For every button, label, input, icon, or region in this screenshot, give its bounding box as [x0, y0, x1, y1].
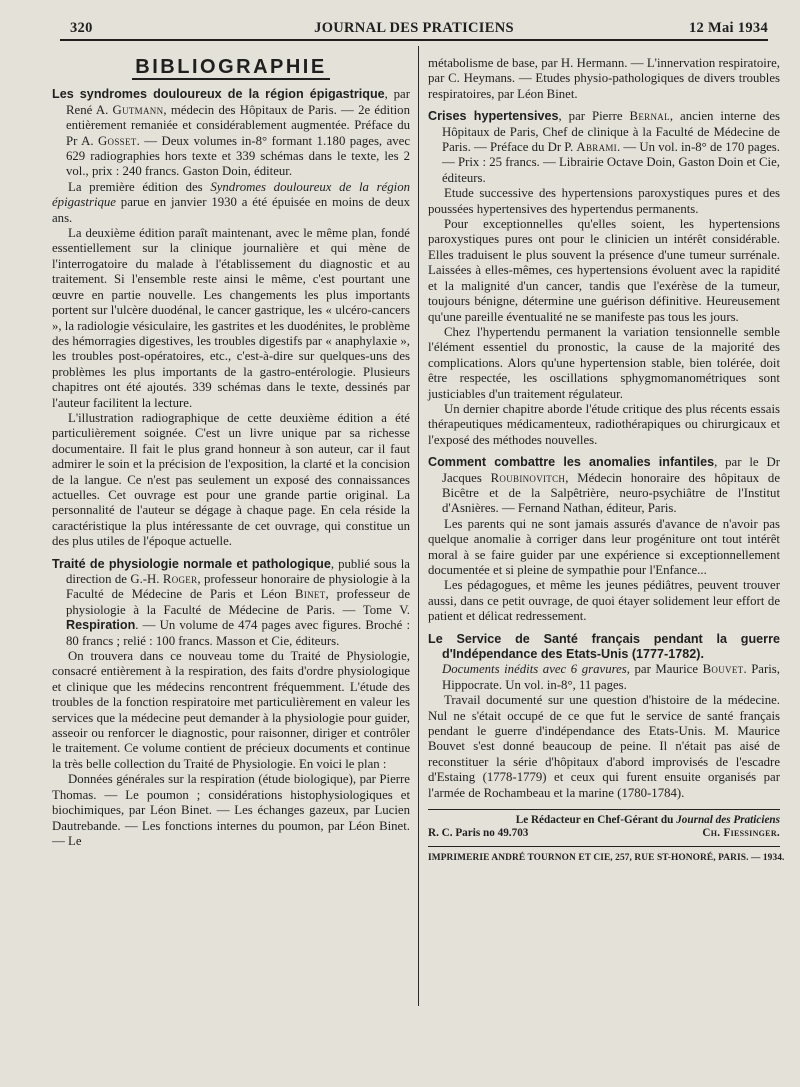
footer-rule [428, 809, 780, 810]
review-entry-traite-physiologie [52, 557, 410, 850]
journal-title: JOURNAL DES PRATICIENS [314, 20, 514, 36]
entry-reference: Traité de physiologie normale et pathologique, publié sous la direction de G.-H. Roger, professeur honoraire de physiologie à la Faculté de Médecine de Paris et Léon Binet, professeur de physiologie à la Faculté de Médecine de Paris. — Tome V. Respiration. — Un volume de 474 pages avec figures. Broché : 80 francs ; relié : 100 francs. Masson et Cie, éditeurs. [52, 556, 410, 648]
paragraph: Les pédagogues, et même les jeunes pédiâtres, peuvent trouver aussi, dans ce petit ouvrage, de quoi étayer solidement leur effort de patient et délicat redressement. [428, 578, 780, 624]
continued-text: métabolisme de base, par H. Hermann. — L'innervation respiratoire, par C. Heymans. — Etudes physio-pathologiques de divers troubles respiratoires, par Léon Binet. [428, 56, 780, 101]
editor-line: Le Rédacteur en Chef-Gérant du Journal des Praticiens [515, 814, 780, 827]
left-column [52, 56, 410, 849]
paragraph: La première édition des Syndromes douloureux de la région épigastrique parue en janvier 1930 a été épuisée en moins de deux ans. [52, 179, 410, 225]
paragraph: La deuxième édition paraît maintenant, avec le même plan, fondé essentiellement sur la clinique journalière et qui mène de l'interrogatoire du malade à l'établissement du diagnostic et au traitement. Si l'ensemble reste ainsi le même, c'est pourtant une œuvre en partie nouvelle. Les changements les plus importants portent sur l'ulcère duodénal, le cancer gastrique, les « ulcéro-cancers », la radiologie vésiculaire, les gastrites et les duodénites, le problème des hémorragies digestives, les troubles digestifs par « anaphylaxie », les troubles post-opératoires, etc., c'est-à-dire sur quelques-uns des problèmes les plus importants de la gastro-entérologie. Plusieurs chapitres ont été ajoutés. 339 schémas dans le texte, dessinés par l'auteur facilitent la lecture. [52, 226, 410, 410]
issue-date: 12 Mai 1934 [688, 20, 768, 36]
editor-signature: Ch. Fiessinger. [702, 827, 780, 840]
entry-reference: Le Service de Santé français pendant la guerre d'Indépendance des Etats-Unis (1777-1782). Documents inédits avec 6 gravures, par Maurice Bouvet. Paris, Hippocrate. Un vol. in-8°, 11 pages. [428, 631, 780, 692]
editor-footer [428, 814, 780, 840]
review-entry-anomalies-infantiles [428, 455, 780, 624]
section-title: BIBLIOGRAPHIE [52, 60, 410, 75]
paragraph: Un dernier chapitre aborde l'étude critique des plus récents essais thérapeutiques médicamenteux, radiothérapiques ou chirurgicaux et l'exposé des méthodes nouvelles. [428, 401, 780, 447]
entry-title: Les syndromes douloureux de la région épigastrique [52, 87, 385, 102]
entry-reference: Crises hypertensives, par Pierre Bernal, ancien interne des Hôpitaux de Paris, Chef de clinique à la Faculté de Médecine de Paris. — Préface du Dr P. Abrami. — Un vol. in-8° de 170 pages. — Prix : 25 francs. — Librairie Octave Doin, Gaston Doin et Cie, éditeurs. [428, 109, 780, 185]
page-number: 320 [70, 20, 93, 36]
page-header [60, 20, 768, 40]
right-column [428, 56, 785, 867]
paragraph: On trouvera dans ce nouveau tome du Traité de Physiologie, consacré entièrement à la respiration, des faits d'ordre physiologique et clinique que les médecins rencontrent fréquemment. L'étude des troubles de la fonction respiratoire met particulièrement en valeur les services que la médecine peut demander à la physiologie pour guider, asseoir ou renforcer le diagnostic, pour raisonner, diriger et contrôler le traitement. Ce volume contient de précieux documents et continue la très belle collection du Traité de Physiologie. En voici le plan : [52, 649, 410, 771]
header-rule [60, 39, 768, 41]
entry-title: Comment combattre les anomalies infantiles [428, 455, 715, 470]
entry-title: Le Service de Santé français pendant la guerre d'Indépendance des Etats-Unis (1777-1782). [428, 631, 780, 662]
preface-author: Gosset [98, 133, 137, 148]
paragraph: Etude successive des hypertensions paroxystiques pures et des poussées hypertensives des hypertendus permanents. [428, 186, 780, 216]
paragraph: L'illustration radiographique de cette deuxième édition a été particulièrement soignée. C'est un livre unique par sa richesse documentaire. Il fait le plus grand honneur à son auteur, car il faut admirer le soin et la précision de l'exposition, la clarté et la concision de la langue. Ce n'est pas seulement un exposé des connaissances actuelles. Cet ouvrage est pour une grande partie original. La personnalité de l'auteur se dégage à chaque page. En cela réside la caractéristique la plus intéressante de cet ouvrage, qui constitue un des plus utiles de l'époque actuelle. [52, 410, 410, 549]
entry-reference: Les syndromes douloureux de la région épigastrique, par René A. Gutmann, médecin des Hôpitaux de Paris. — 2e édition entièrement remaniée et considérablement augmentée. Préface du Pr A. Gosset. — Deux volumes in-8° formant 1.180 pages, avec 629 radiographies hors texte et 339 schémas dans le texte, les 2 vol., prix : 240 francs. Gaston Doin, éditeur. [52, 87, 411, 179]
printer-imprint: IMPRIMERIE ANDRÉ TOURNON ET CIE, 257, RUE ST-HONORÉ, PARIS. — 1934. [428, 846, 780, 866]
paragraph: Travail documenté sur une question d'histoire de la médecine. Nul ne s'était occupé de ce que fut le service de santé français pendant le guerre d'indépendance des Etats-Unis. M. Maurice Bouvet s'est donné beaucoup de peine. Il n'était pas aisé de reconstituer la série d'hôpitaux d'abord improvisés de l'escadre d'Estaing (1778-1779) et ceux qui furent ensuite organisés par l'armée de Rochambeau et la marine (1780-1784). [428, 693, 780, 800]
entry-title: Crises hypertensives [428, 109, 559, 124]
review-entry-syndromes [52, 87, 410, 549]
paragraph: Chez l'hypertendu permanent la variation tensionnelle semble l'élément essentiel du pronostic, la cause de la majorité des complications. Alors qu'une hypertension stable, bien tolérée, doit être respectée, les oscillations sphygmomanométriques sont justiciables d'un traitement régulateur. [428, 324, 780, 401]
paragraph: Pour exceptionnelles qu'elles soient, les hypertensions paroxystiques pures ont pour le clinicien un intérêt considérable. Elles traduisent le plus souvent la présence d'une tumeur surrénale. Laissées à elles-mêmes, ces hypertensions évoluent avec la rapidité et la malignité d'un cancer, tandis que l'exérèse de la tumeur, toujours bénigne, détermine une guérison définitive. Heureusement qu'une pareille éventualité ne se manifeste pas tous les jours. [428, 217, 780, 324]
author-name: Gutmann [112, 102, 164, 117]
review-entry-crises-hypertensives [428, 109, 780, 448]
registry-number: R. C. Paris no 49.703 [428, 827, 529, 840]
paragraph: Les parents qui ne sont jamais assurés d'avance de n'avoir pas quelque anomalie à corriger dans leur progéniture ont tout intérêt moral à se faire guider par une expérience si exceptionnellement documentée et si pleine de sympathie pour l'Enfance... [428, 516, 780, 577]
paragraph: Données générales sur la respiration (étude biologique), par Pierre Thomas. — Le poumon ; considérations histophysiologiques et biochimiques, par Léon Binet. — Les échanges gazeux, par Lucien Dautrebande. — Les fonctions internes du poumon, par Léon Binet. — Le [52, 772, 410, 848]
review-entry-service-sante [428, 632, 780, 801]
entry-title: Traité de physiologie normale et pathologique [52, 556, 331, 571]
entry-reference: Comment combattre les anomalies infantiles, par le Dr Jacques Roubinovitch, Médecin honoraire des hôpitaux de Bicêtre et de la Salpêtrière, neuro-psychiâtre de l'Institut d'Asnières. — Fernand Nathan, éditeur, Paris. [428, 455, 781, 516]
column-divider [418, 46, 419, 1006]
